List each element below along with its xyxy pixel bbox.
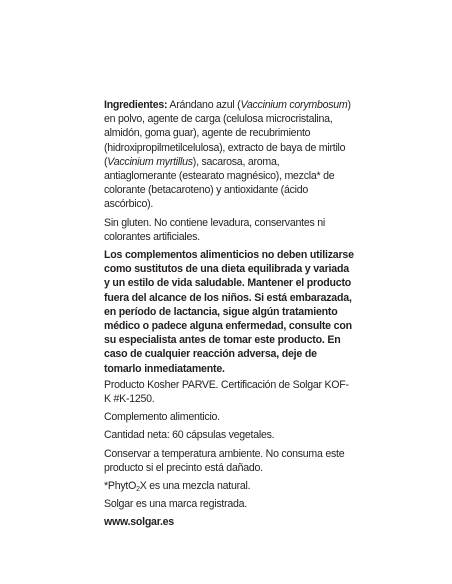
phyto-subscript: 2 <box>136 486 140 494</box>
supplement-notice: Complemento alimenticio. <box>104 411 220 424</box>
ingredients-text-1: Arándano azul ( <box>167 99 241 111</box>
website-link[interactable]: www.solgar.es <box>104 516 174 529</box>
ingredients-heading: Ingredientes: <box>104 99 168 111</box>
ingredients-paragraph <box>104 98 354 212</box>
latin-name-myrtillus: Vaccinium myrtillus <box>107 155 193 168</box>
product-label-text <box>104 98 354 534</box>
storage-instructions: Conservar a temperatura ambiente. No consuma este producto si el precinto está dañado. <box>104 447 345 474</box>
warning-paragraph: Los complementos alimenticios no deben utilizarse como sustitutos de una dieta equilibrada y variada y un estilo de vida saludable. Mantener el producto fuera del alcance de los niños. Si está embarazada, en período de lactancia, sigue algún tratamiento médico o padece alguna enfermedad, consulte con su especialista antes de tomar este producto. En caso de cualquier reacción adversa, deje de tomarlo inmediatamente. <box>104 249 354 375</box>
net-quantity: Cantidad neta: 60 cápsulas vegetales. <box>104 429 275 442</box>
ingredients-text-2: ) en polvo, agente de carga (celulosa microcristalina, almidón, goma guar), agente de recubrimiento (hidroxipropilmetilcelulosa), extracto de baya de mirtilo ( <box>104 99 351 168</box>
phyto-suffix: X es una mezcla natural. <box>139 480 251 493</box>
trademark-notice: Solgar es una marca registrada. <box>104 498 247 511</box>
gluten-free-notice: Sin gluten. No contiene levadura, conservantes ni colorantes artificiales. <box>104 216 325 243</box>
ingredients-text-3: ), sacarosa, aroma, antiaglomerante (estearato magnésico), mezcla* de colorante (betacaroteno) y antioxidante (ácido ascórbico). <box>104 155 335 211</box>
phyto-note <box>104 479 354 493</box>
kosher-certification: Producto Kosher PARVE. Certificación de Solgar KOF-K #K-1250. <box>104 378 349 406</box>
phyto-prefix: *PhytO <box>104 480 137 493</box>
latin-name-corymbosum: Vaccinium corymbosum <box>240 99 348 111</box>
